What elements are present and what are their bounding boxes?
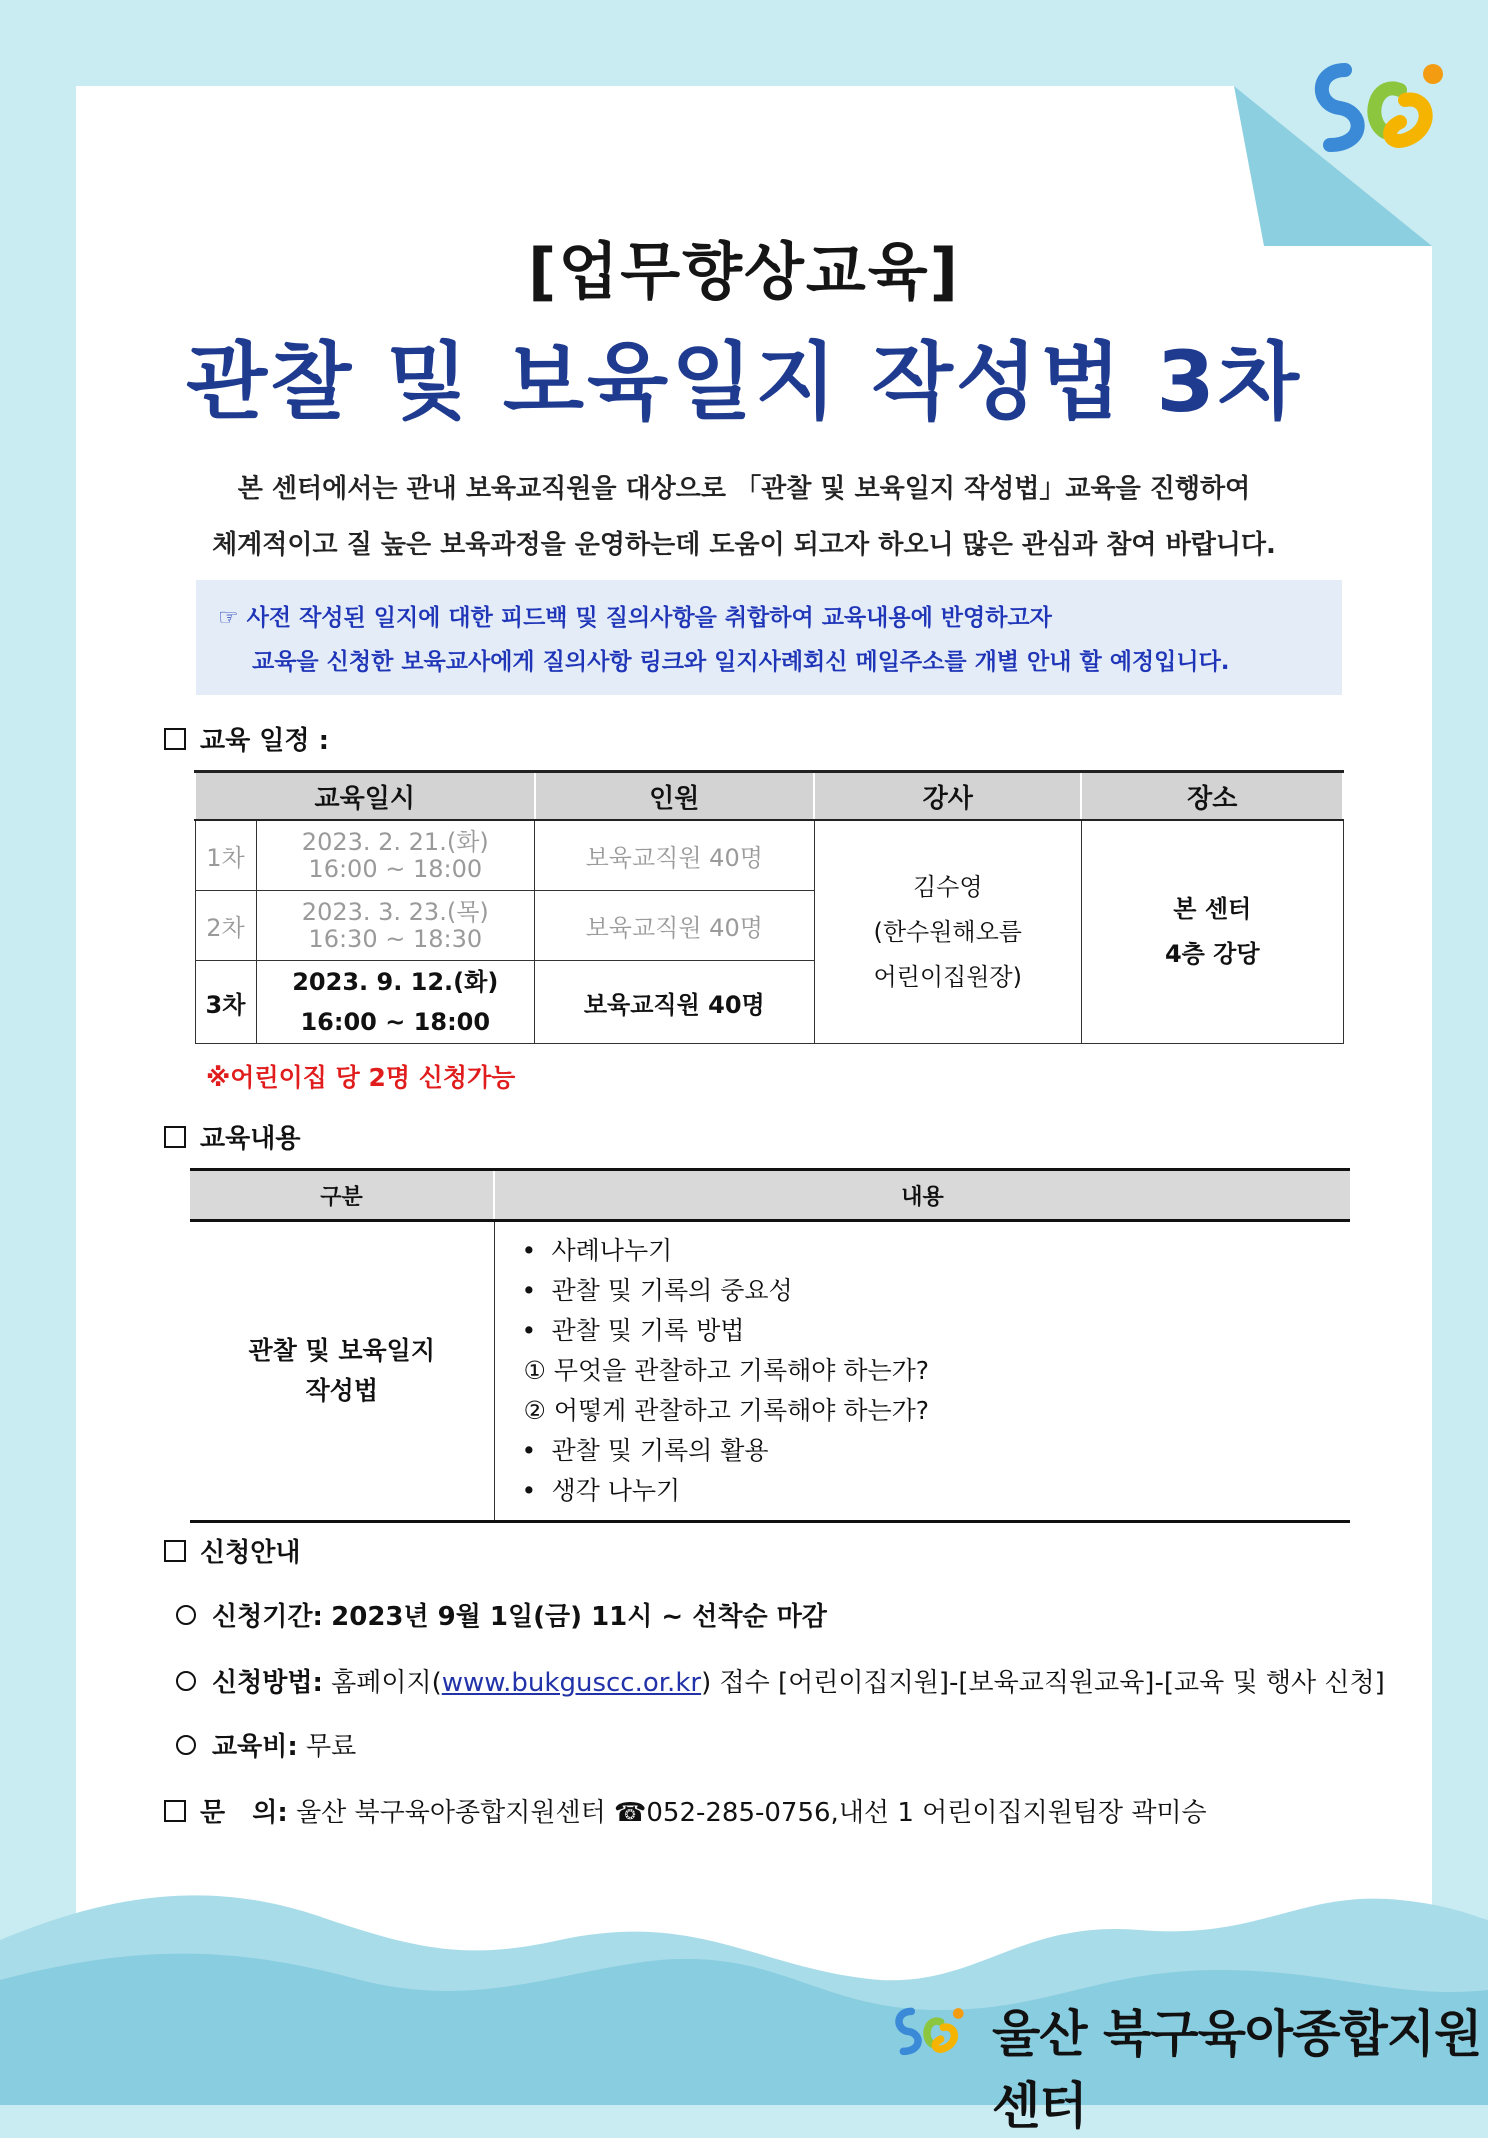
row-time: 16:00 ~ 18:00 <box>308 854 483 883</box>
instructor-cell: 김수영 (한수원해오름 어린이집원장) <box>814 820 1081 1044</box>
schedule-heading: 교육 일정 : <box>164 720 329 757</box>
application-method: 신청방법: 홈페이지(www.bukguscc.or.kr) 접수 [어린이집지원]-[보육교직원교육]-[교육 및 행사 신청] <box>176 1662 1385 1699</box>
center-logo-icon <box>890 1990 970 2070</box>
category-cell: 관찰 및 보육일지 작성법 <box>190 1221 494 1522</box>
content-header-row <box>190 1170 1350 1221</box>
circle-bullet-icon <box>176 1671 196 1691</box>
intro-line-2: 체계적이고 질 높은 보육과정을 운영하는데 도움이 되고자 하오니 많은 관심과 참여 바랍니다. <box>212 530 1276 560</box>
header-detail: 내용 <box>494 1170 1350 1221</box>
notice-box <box>196 580 1342 695</box>
round-label: 2차 <box>196 891 257 960</box>
table-row <box>190 1221 1350 1522</box>
circle-bullet-icon <box>176 1605 196 1625</box>
list-item: • 사례나누기 <box>522 1231 1350 1271</box>
pointing-hand-icon: ☞ <box>218 605 239 631</box>
row-date: 2023. 9. 12.(화) <box>292 968 499 996</box>
list-item: • 관찰 및 기록의 활용 <box>522 1431 1350 1471</box>
circle-bullet-icon <box>176 1735 196 1755</box>
page-subtitle: [업무향상교육] <box>527 235 961 308</box>
content-table <box>190 1168 1350 1523</box>
table-row <box>195 820 1343 891</box>
checkbox-square-icon <box>164 728 186 750</box>
notice-line-2: 교육을 신청한 보육교사에게 질의사항 링크와 일지사례회신 메일주소를 개별 안내 할 예정입니다. <box>252 649 1230 675</box>
content-heading: 교육내용 <box>164 1118 300 1155</box>
schedule-header-row <box>195 772 1343 821</box>
header-instructor: 강사 <box>814 772 1081 821</box>
inquiry-line: 문 의: 울산 북구육아종합지원센터 ☎052-285-0756,내선 1 어린이집지원팀장 곽미승 <box>164 1792 1207 1829</box>
list-item: ① 무엇을 관찰하고 기록해야 하는가? <box>523 1356 930 1385</box>
list-item: ② 어떻게 관찰하고 기록해야 하는가? <box>523 1396 930 1425</box>
application-period: 신청기간: 2023년 9월 1일(금) 11시 ~ 선착순 마감 <box>176 1596 827 1633</box>
intro-line-1: 본 센터에서는 관내 보육교직원을 대상으로 「관찰 및 보육일지 작성법」교육을 진행하여 <box>237 474 1251 504</box>
round-label: 3차 <box>196 961 257 1043</box>
place-cell: 본 센터 4층 강당 <box>1081 820 1343 1044</box>
detail-cell <box>494 1221 1350 1522</box>
schedule-table <box>194 770 1344 1044</box>
row-people: 보육교직원 40명 <box>535 820 814 891</box>
notice-line-1: ☞ 사전 작성된 일지에 대한 피드백 및 질의사항을 취합하여 교육내용에 반영하고자 <box>218 605 1052 631</box>
header-category: 구분 <box>190 1170 494 1221</box>
application-fee: 교육비: 무료 <box>176 1726 356 1763</box>
center-name: 울산 북구육아종합지원센터 <box>992 2005 1482 2135</box>
list-item: • 관찰 및 기록 방법 <box>522 1311 1350 1351</box>
list-item: • 관찰 및 기록의 중요성 <box>522 1271 1350 1311</box>
center-logo-icon <box>1305 50 1455 160</box>
application-heading: 신청안내 <box>164 1532 300 1569</box>
header-people: 인원 <box>535 772 814 821</box>
row-time: 16:00 ~ 18:00 <box>300 1008 491 1036</box>
content-list <box>496 1223 1350 1519</box>
row-people: 보육교직원 40명 <box>535 961 814 1044</box>
page-title: 관찰 및 보육일지 작성법 3차 <box>185 333 1302 431</box>
round-label: 1차 <box>196 821 257 890</box>
row-time: 16:30 ~ 18:30 <box>308 924 483 953</box>
row-date: 2023. 2. 21.(화) <box>301 827 489 856</box>
list-item: • 생각 나누기 <box>522 1471 1350 1511</box>
checkbox-square-icon <box>164 1540 186 1562</box>
homepage-link[interactable]: www.bukguscc.or.kr <box>441 1668 702 1698</box>
header-datetime: 교육일시 <box>195 772 535 821</box>
application-limit-note: ※어린이집 당 2명 신청가능 <box>206 1063 516 1092</box>
checkbox-square-icon <box>164 1126 186 1148</box>
row-date: 2023. 3. 23.(목) <box>301 897 489 926</box>
checkbox-square-icon <box>164 1800 186 1822</box>
row-people: 보육교직원 40명 <box>535 891 814 961</box>
header-place: 장소 <box>1081 772 1343 821</box>
